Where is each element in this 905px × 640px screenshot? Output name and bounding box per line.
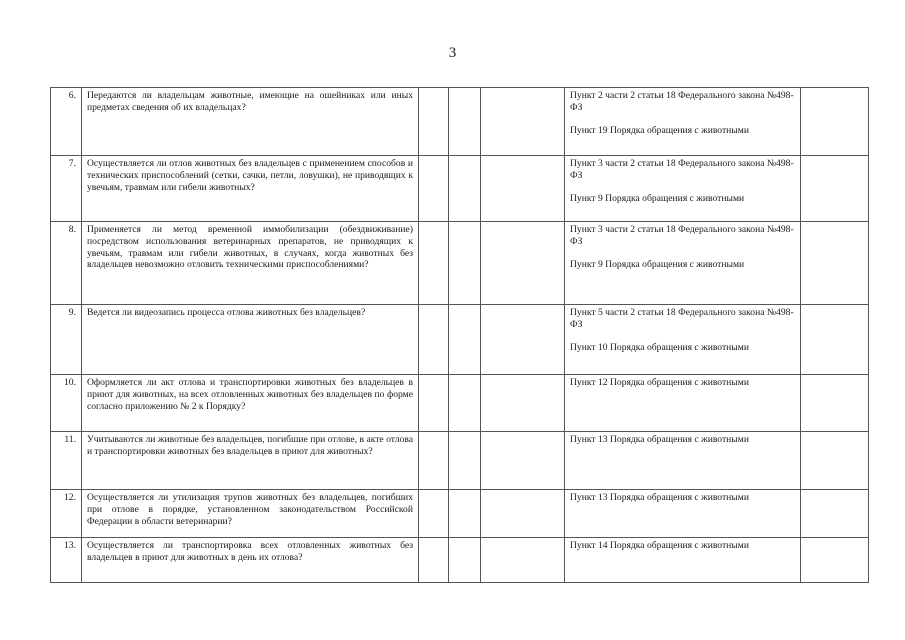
row-number: 7. [51, 156, 82, 222]
notes-cell [801, 156, 869, 222]
answer-cell-no [449, 538, 481, 583]
question-text: Осуществляется ли отлов животных без владельцев с применением способов и технических приспособлений (сетки, сачки, петли, ловушки), не приводящих к увечьям, травмам или гибели животных? [82, 156, 419, 222]
checklist-table [50, 87, 869, 583]
answer-cell-yes [419, 538, 449, 583]
answer-cell-na [481, 432, 565, 490]
legal-reference [565, 538, 801, 583]
table-row [51, 375, 869, 432]
answer-cell-na [481, 490, 565, 538]
answer-cell-no [449, 156, 481, 222]
table-row [51, 222, 869, 305]
row-number: 8. [51, 222, 82, 305]
answer-cell-yes [419, 375, 449, 432]
row-number: 12. [51, 490, 82, 538]
row-number: 9. [51, 305, 82, 375]
reference-line: Пункт 3 части 2 статьи 18 Федерального закона №498-ФЗ [570, 224, 794, 247]
reference-line: Пункт 5 части 2 статьи 18 Федерального закона №498-ФЗ [570, 307, 794, 330]
legal-reference [565, 375, 801, 432]
question-text: Применяется ли метод временной иммобилизации (обездвиживание) посредством использования ветеринарных препаратов, не приводящих к увечьям, травмам или гибели животных, в случаях, когда животных без владельцев невозможно отловить техническими приспособлениями? [82, 222, 419, 305]
reference-line: Пункт 13 Порядка обращения с животными [570, 434, 749, 445]
table-row [51, 305, 869, 375]
reference-line: Пункт 2 части 2 статьи 18 Федерального закона №498-ФЗ [570, 90, 794, 113]
notes-cell [801, 222, 869, 305]
answer-cell-na [481, 222, 565, 305]
notes-cell [801, 305, 869, 375]
reference-line: Пункт 3 части 2 статьи 18 Федерального закона №498-ФЗ [570, 158, 794, 181]
answer-cell-no [449, 375, 481, 432]
answer-cell-no [449, 88, 481, 156]
answer-cell-yes [419, 432, 449, 490]
page-number: 3 [448, 45, 457, 61]
answer-cell-na [481, 88, 565, 156]
answer-cell-no [449, 305, 481, 375]
answer-cell-yes [419, 222, 449, 305]
question-text: Передаются ли владельцам животные, имеющие на ошейниках или иных предметах сведения об их владельцах? [82, 88, 419, 156]
answer-cell-yes [419, 156, 449, 222]
legal-reference [565, 222, 801, 305]
legal-reference [565, 88, 801, 156]
notes-cell [801, 490, 869, 538]
answer-cell-na [481, 305, 565, 375]
row-number: 13. [51, 538, 82, 583]
question-text: Ведется ли видеозапись процесса отлова животных без владельцев? [82, 305, 419, 375]
answer-cell-yes [419, 88, 449, 156]
table-row [51, 538, 869, 583]
reference-line: Пункт 19 Порядка обращения с животными [570, 125, 749, 137]
table-row [51, 490, 869, 538]
legal-reference [565, 305, 801, 375]
answer-cell-na [481, 156, 565, 222]
row-number: 10. [51, 375, 82, 432]
reference-line: Пункт 12 Порядка обращения с животными [570, 377, 749, 388]
answer-cell-yes [419, 305, 449, 375]
legal-reference [565, 432, 801, 490]
reference-line: Пункт 9 Порядка обращения с животными [570, 193, 745, 205]
notes-cell [801, 88, 869, 156]
notes-cell [801, 538, 869, 583]
question-text: Осуществляется ли транспортировка всех отловленных животных без владельцев в приют для животных в день их отлова? [82, 538, 419, 583]
row-number: 6. [51, 88, 82, 156]
answer-cell-na [481, 375, 565, 432]
notes-cell [801, 432, 869, 490]
answer-cell-no [449, 432, 481, 490]
reference-line: Пункт 13 Порядка обращения с животными [570, 492, 749, 503]
reference-line: Пункт 14 Порядка обращения с животными [570, 540, 749, 551]
reference-line: Пункт 10 Порядка обращения с животными [570, 342, 749, 354]
answer-cell-no [449, 490, 481, 538]
table-row [51, 156, 869, 222]
question-text: Осуществляется ли утилизация трупов животных без владельцев, погибших при отлове в порядке, установленном законодательством Российской Федерации в области ветеринарии? [82, 490, 419, 538]
reference-line: Пункт 9 Порядка обращения с животными [570, 259, 745, 271]
answer-cell-na [481, 538, 565, 583]
table-row [51, 432, 869, 490]
legal-reference [565, 490, 801, 538]
table-row [51, 88, 869, 156]
question-text: Оформляется ли акт отлова и транспортировки животных без владельцев в приют для животных, на всех отловленных животных без владельцев по форме согласно приложению № 2 к Порядку? [82, 375, 419, 432]
row-number: 11. [51, 432, 82, 490]
answer-cell-no [449, 222, 481, 305]
legal-reference [565, 156, 801, 222]
notes-cell [801, 375, 869, 432]
question-text: Учитываются ли животные без владельцев, погибшие при отлове, в акте отлова и транспортировки животных без владельцев в приют для животных? [82, 432, 419, 490]
answer-cell-yes [419, 490, 449, 538]
